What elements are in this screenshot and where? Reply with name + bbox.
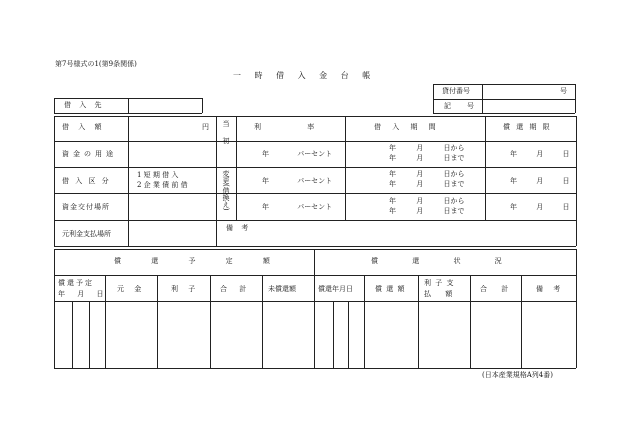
category-label: 借 入 区 分 [62,177,109,185]
initial-label: 当初 [222,120,230,154]
interest-paid-header: 払 額 [424,290,453,298]
rate-percent: 年 パーセント [262,177,333,185]
delivery-place-label: 資金交付場所 [62,203,110,211]
total-header: 合 計 [220,285,247,293]
due-date: 年 月 日 [510,203,570,211]
loan-number-label: 貸付番号 [442,87,470,95]
principal-header: 元 金 [117,285,142,293]
category-option-2: 2 企 業 債 前 借 [137,181,188,189]
status-remarks-header: 備 考 [536,285,561,293]
rate-percent: 年 パーセント [262,150,333,158]
period-from: 年 月 日から [389,197,465,205]
due-date: 年 月 日 [510,150,570,158]
status-total-header: 合 計 [480,285,509,293]
interest-paid-header: 利 子 支 [424,279,454,287]
repayment-amount-header: 償 還 額 [375,285,405,293]
unpaid-header: 未償還額 [268,285,296,293]
period-to: 年 月 日まで [389,154,465,162]
due-date: 年 月 日 [510,177,570,185]
loan-number-suffix: 号 [560,87,567,95]
period-header: 借 入 期 間 [374,123,436,131]
status-title: 償 還 状 況 [371,257,502,265]
period-to: 年 月 日まで [389,207,465,215]
lender-label: 借 入 先 [64,101,102,109]
repayment-date-header: 償還年月日 [318,285,353,293]
amount-label: 借 入 額 [62,123,102,131]
remarks-label: 備 考 [226,224,249,232]
schedule-date-header: 年 月 日 [58,290,104,298]
amount-unit: 円 [202,123,209,131]
schedule-date-header: 償還予定 [58,279,94,287]
payment-place-label: 元利金支払場所 [62,230,111,238]
rate-percent: 年 パーセント [262,203,333,211]
form-number: 第7号様式の1(第9条関係) [55,60,137,68]
rate-header: 利 率 [254,123,315,131]
category-option-1: 1 短 期 借 入 [137,171,179,179]
page-title: 一 時 借 入 金 台 帳 [233,71,371,80]
period-from: 年 月 日から [389,144,465,152]
paper-standard: (日本産業規格A列4番) [482,371,553,379]
change-label: 変更(借換え) [222,170,230,211]
period-from: 年 月 日から [389,170,465,178]
due-header: 償 還 期 限 [503,123,550,131]
interest-header: 利 子 [171,285,196,293]
schedule-title: 償 還 予 定 額 [114,257,270,265]
purpose-label: 資金の用途 [62,150,117,158]
record-label: 記 [444,102,458,110]
record-suffix: 号 [467,102,474,110]
period-to: 年 月 日まで [389,180,465,188]
